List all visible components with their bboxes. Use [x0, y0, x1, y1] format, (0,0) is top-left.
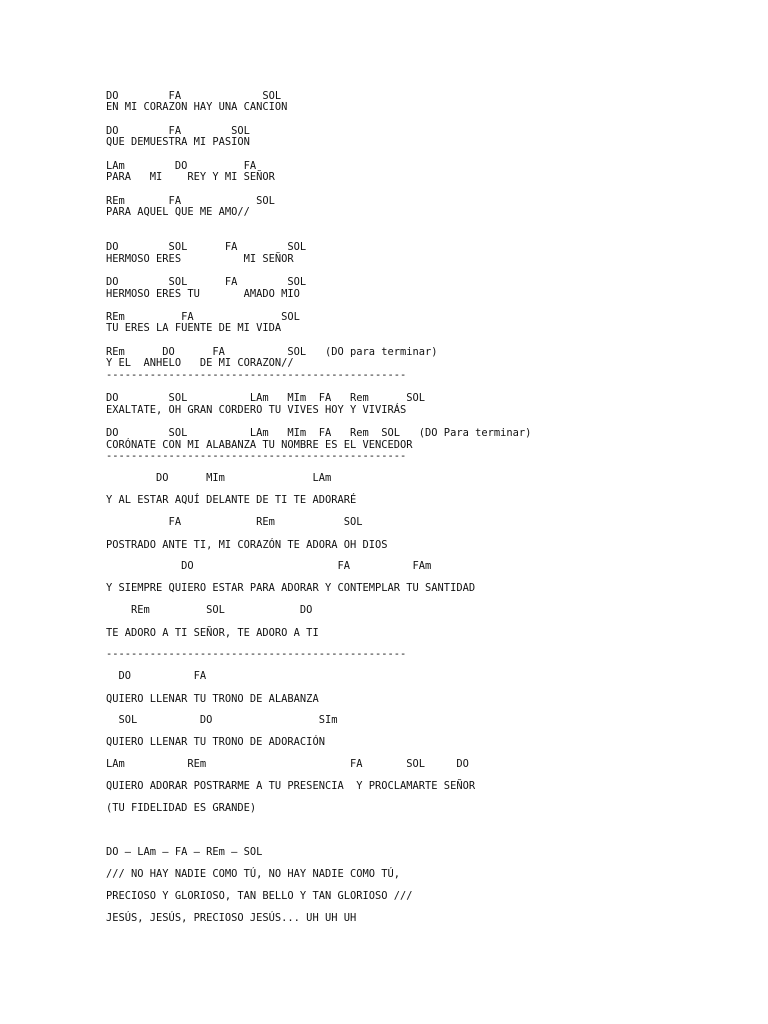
lyric-line: PRECIOSO Y GLORIOSO, TAN BELLO Y TAN GLORIOSO ///: [106, 890, 413, 902]
lyric-line: QUIERO LLENAR TU TRONO DE ADORACIÓN: [106, 736, 325, 748]
chord-line: SOL DO SIm: [106, 714, 338, 726]
chord-line: DO SOL FA SOL: [106, 241, 307, 253]
chord-line: DO SOL LAm MIm FA Rem SOL: [106, 392, 426, 404]
chord-line: DO SOL FA SOL: [106, 276, 307, 288]
lyric-note: (TU FIDELIDAD ES GRANDE): [106, 802, 257, 814]
chord-line: DO FA FAm: [106, 560, 432, 572]
chord-line: DO FA SOL: [106, 90, 282, 102]
chord-line: DO SOL LAm MIm FA Rem SOL (DO Para terminar): [106, 427, 532, 439]
chord-line: REm SOL DO: [106, 604, 313, 616]
lyric-line: JESÚS, JESÚS, PRECIOSO JESÚS... UH UH UH: [106, 912, 357, 924]
lyric-line: HERMOSO ERES TU AMADO MIO: [106, 288, 300, 300]
lyric-line: Y EL ANHELO DE MI CORAZON//: [106, 357, 294, 369]
lyric-line: PARA AQUEL QUE ME AMO//: [106, 206, 250, 218]
chord-line: FA REm SOL: [106, 516, 363, 528]
lyric-line: QUE DEMUESTRA MI PASION: [106, 136, 250, 148]
lyric-line: /// NO HAY NADIE COMO TÚ, NO HAY NADIE COMO TÚ,: [106, 868, 401, 880]
lyric-line: QUIERO ADORAR POSTRARME A TU PRESENCIA Y PROCLAMARTE SEÑOR: [106, 780, 476, 792]
lyric-line: Y SIEMPRE QUIERO ESTAR PARA ADORAR Y CONTEMPLAR TU SANTIDAD: [106, 582, 476, 594]
lyric-line: PARA MI REY Y MI SEÑOR: [106, 171, 275, 183]
lyric-line: POSTRADO ANTE TI, MI CORAZÓN TE ADORA OH DIOS: [106, 539, 388, 551]
lyric-line: HERMOSO ERES MI SEÑOR: [106, 253, 294, 265]
chord-line: REm FA SOL: [106, 195, 275, 207]
lyric-line: TU ERES LA FUENTE DE MI VIDA: [106, 322, 282, 334]
chord-line: REm FA SOL: [106, 311, 300, 323]
lyric-line: QUIERO LLENAR TU TRONO DE ALABANZA: [106, 693, 319, 705]
lyric-line: Y AL ESTAR AQUÍ DELANTE DE TI TE ADORARÉ: [106, 494, 357, 506]
section-divider: ------------------------------------------------: [106, 369, 407, 381]
lyric-line: CORÓNATE CON MI ALABANZA TU NOMBRE ES EL VENCEDOR: [106, 439, 413, 451]
section-divider: ------------------------------------------------: [106, 648, 407, 660]
chord-line: DO FA SOL: [106, 125, 250, 137]
lyric-line: TE ADORO A TI SEÑOR, TE ADORO A TI: [106, 627, 319, 639]
chord-line: LAm DO FA: [106, 160, 257, 172]
chord-line: DO FA: [106, 670, 207, 682]
lyric-line: EN MI CORAZON HAY UNA CANCION: [106, 101, 288, 113]
chord-line: DO MIm LAm: [106, 472, 332, 484]
section-divider: ------------------------------------------------: [106, 450, 407, 462]
chord-line: LAm REm FA SOL DO: [106, 758, 469, 770]
lyric-line: EXALTATE, OH GRAN CORDERO TU VIVES HOY Y VIVIRÁS: [106, 404, 407, 416]
chord-progression: DO – LAm – FA – REm – SOL: [106, 846, 263, 858]
chord-line: REm DO FA SOL (DO para terminar): [106, 346, 438, 358]
